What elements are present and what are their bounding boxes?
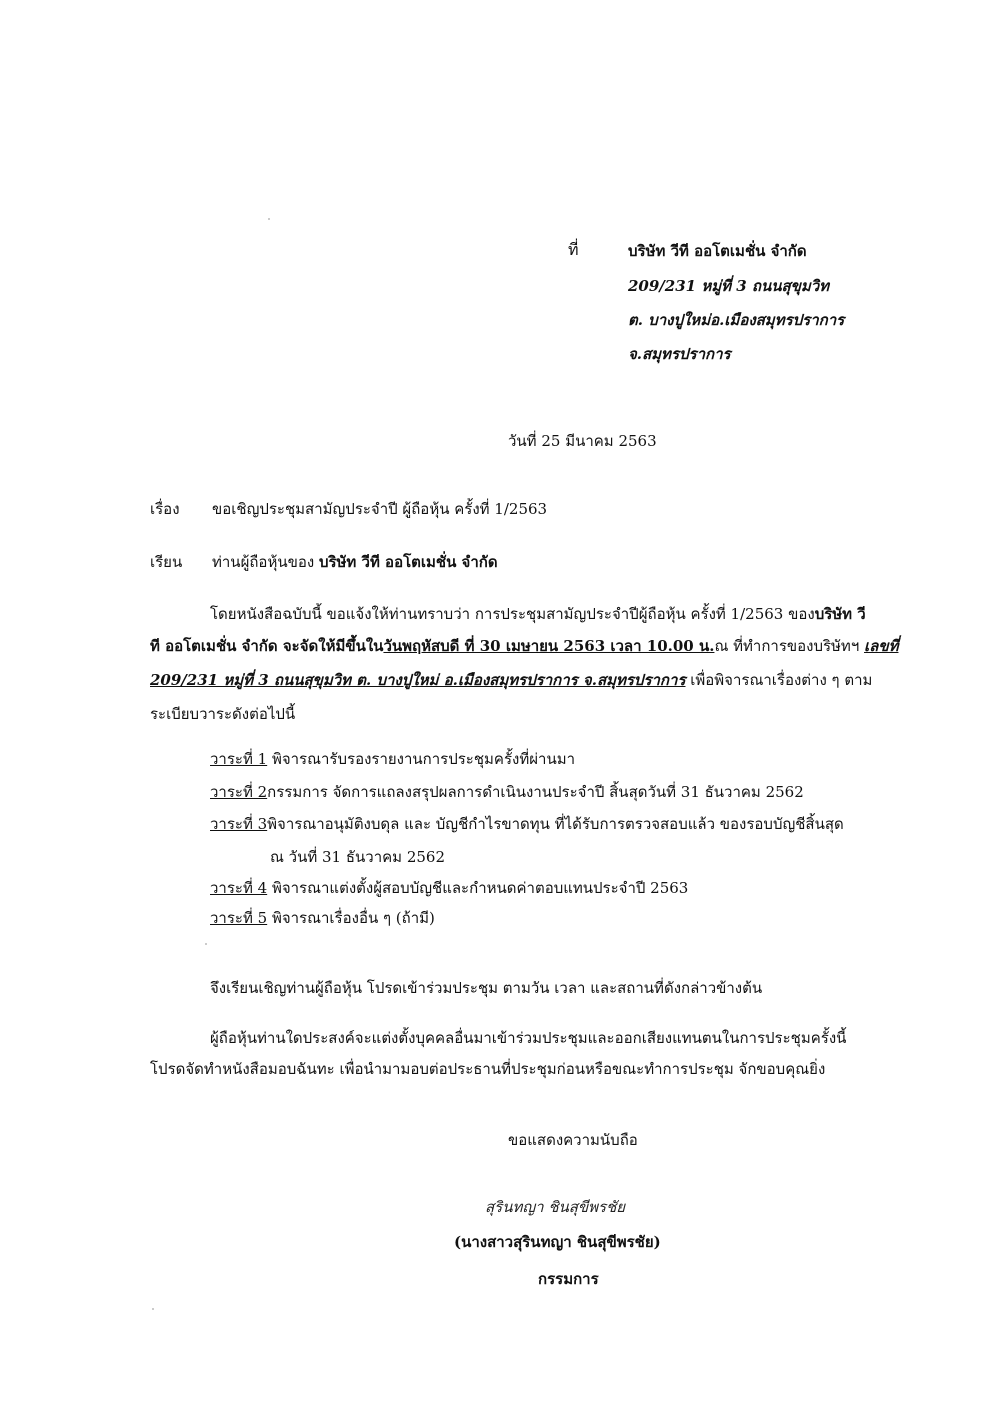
agenda-text: พิจารณารับรองรายงานการประชุมครั้งที่ผ่านมา xyxy=(267,750,576,768)
address-street: 209/231 หมู่ที่ 3 ถนนสุขุมวิท xyxy=(628,277,830,295)
agenda-label: วาระที่ 3 xyxy=(210,815,268,833)
scan-speck xyxy=(268,218,270,220)
signer-title: กรรมการ xyxy=(538,1270,599,1288)
scan-speck xyxy=(152,1308,154,1310)
para1-text-c: ณ ที่ทำการของบริษัทฯ xyxy=(714,637,865,655)
letter-date: วันที่ 25 มีนาคม 2563 xyxy=(508,432,657,450)
closing-phrase: ขอแสดงความนับถือ xyxy=(508,1131,638,1149)
para1-text-d: เพื่อพิจารณาเรื่องต่าง ๆ ตาม xyxy=(685,671,873,689)
agenda-text: กรรมการ จัดการแถลงสรุปผลการดำเนินงานประจำปี สิ้นสุดวันที่ 31 ธันวาคม 2562 xyxy=(267,783,804,801)
agenda-label: วาระที่ 1 xyxy=(210,750,268,768)
recipient-prefix: ท่านผู้ถือหุ้นของ xyxy=(212,553,319,571)
agenda-item-3-continuation: ณ วันที่ 31 ธันวาคม 2562 xyxy=(270,848,445,866)
proxy-paragraph-line1: ผู้ถือหุ้นท่านใดประสงค์จะแต่งตั้งบุคคลอื่นมาเข้าร่วมประชุมและออกเสียงแทนตนในการประชุมครั้งนี้ xyxy=(210,1029,847,1047)
para1-company-a: บริษัท วี xyxy=(814,605,866,623)
para1-company-b: ที ออโตเมชั่น จำกัด xyxy=(150,637,278,655)
agenda-item-5 xyxy=(210,906,435,930)
agenda-item-4 xyxy=(210,876,688,900)
recipient-company: บริษัท วีที ออโตเมชั่น จำกัด xyxy=(318,553,498,571)
agenda-text: พิจารณาเรื่องอื่น ๆ (ถ้ามี) xyxy=(267,909,435,927)
invitation-paragraph: จึงเรียนเชิญท่านผู้ถือหุ้น โปรดเข้าร่วมประชุม ตามวัน เวลา และสถานที่ดังกล่าวข้างต้น xyxy=(210,979,763,997)
address-label: ที่ xyxy=(568,240,579,259)
address-district: ต. บางปูใหม่อ.เมืองสมุทรปราการ xyxy=(628,311,845,329)
para1-line2 xyxy=(150,634,899,658)
agenda-label: วาระที่ 5 xyxy=(210,909,268,927)
para1-location-label: เลขที่ xyxy=(864,637,899,655)
handwritten-signature: สุรินทญา ชินสุขีพรชัย xyxy=(485,1198,626,1216)
signer-name: (นางสาวสุรินทญา ชินสุขีพรชัย) xyxy=(454,1233,661,1251)
subject-label: เรื่อง xyxy=(150,500,180,518)
para1-line1 xyxy=(210,602,866,626)
recipient-line xyxy=(212,550,498,574)
para1-text-a: โดยหนังสือฉบับนี้ ขอแจ้งให้ท่านทราบว่า การประชุมสามัญประจำปีผู้ถือหุ้น ครั้งที่ 1/2563 ของ xyxy=(210,605,815,623)
agenda-label: วาระที่ 2 xyxy=(210,783,268,801)
proxy-paragraph-line2: โปรดจัดทำหนังสือมอบฉันทะ เพื่อนำมามอบต่อประธานที่ประชุมก่อนหรือขณะทำการประชุม จักขอบคุณยิ่ง xyxy=(150,1060,826,1078)
agenda-item-3 xyxy=(210,812,844,836)
para1-line4: ระเบียบวาระดังต่อไปนี้ xyxy=(150,705,296,723)
agenda-item-1 xyxy=(210,747,575,771)
address-province: จ.สมุทรปราการ xyxy=(628,345,731,363)
agenda-text: พิจารณาแต่งตั้งผู้สอบบัญชีและกำหนดค่าตอบแทนประจำปี 2563 xyxy=(267,879,689,897)
subject-text: ขอเชิญประชุมสามัญประจำปี ผู้ถือหุ้น ครั้งที่ 1/2563 xyxy=(212,500,548,518)
scan-speck xyxy=(205,943,207,945)
meeting-datetime: วันพฤหัสบดี ที่ 30 เมษายน 2563 เวลา 10.00 น. xyxy=(383,637,715,655)
agenda-label: วาระที่ 4 xyxy=(210,879,268,897)
para1-text-b: จะจัดให้มีขึ้นใน xyxy=(277,637,384,655)
agenda-item-2 xyxy=(210,780,804,804)
agenda-text: พิจารณาอนุมัติงบดุล และ บัญชีกำไรขาดทุน ที่ได้รับการตรวจสอบแล้ว ของรอบบัญชีสิ้นสุด xyxy=(267,815,844,833)
meeting-location: 209/231 หมู่ที่ 3 ถนนสุขุมวิท ต. บางปูใหม่ อ.เมืองสมุทรปราการ จ.สมุทรปราการ xyxy=(150,671,686,689)
para1-line3 xyxy=(150,668,873,692)
recipient-label: เรียน xyxy=(150,553,183,571)
address-company: บริษัท วีที ออโตเมชั่น จำกัด xyxy=(628,242,807,260)
